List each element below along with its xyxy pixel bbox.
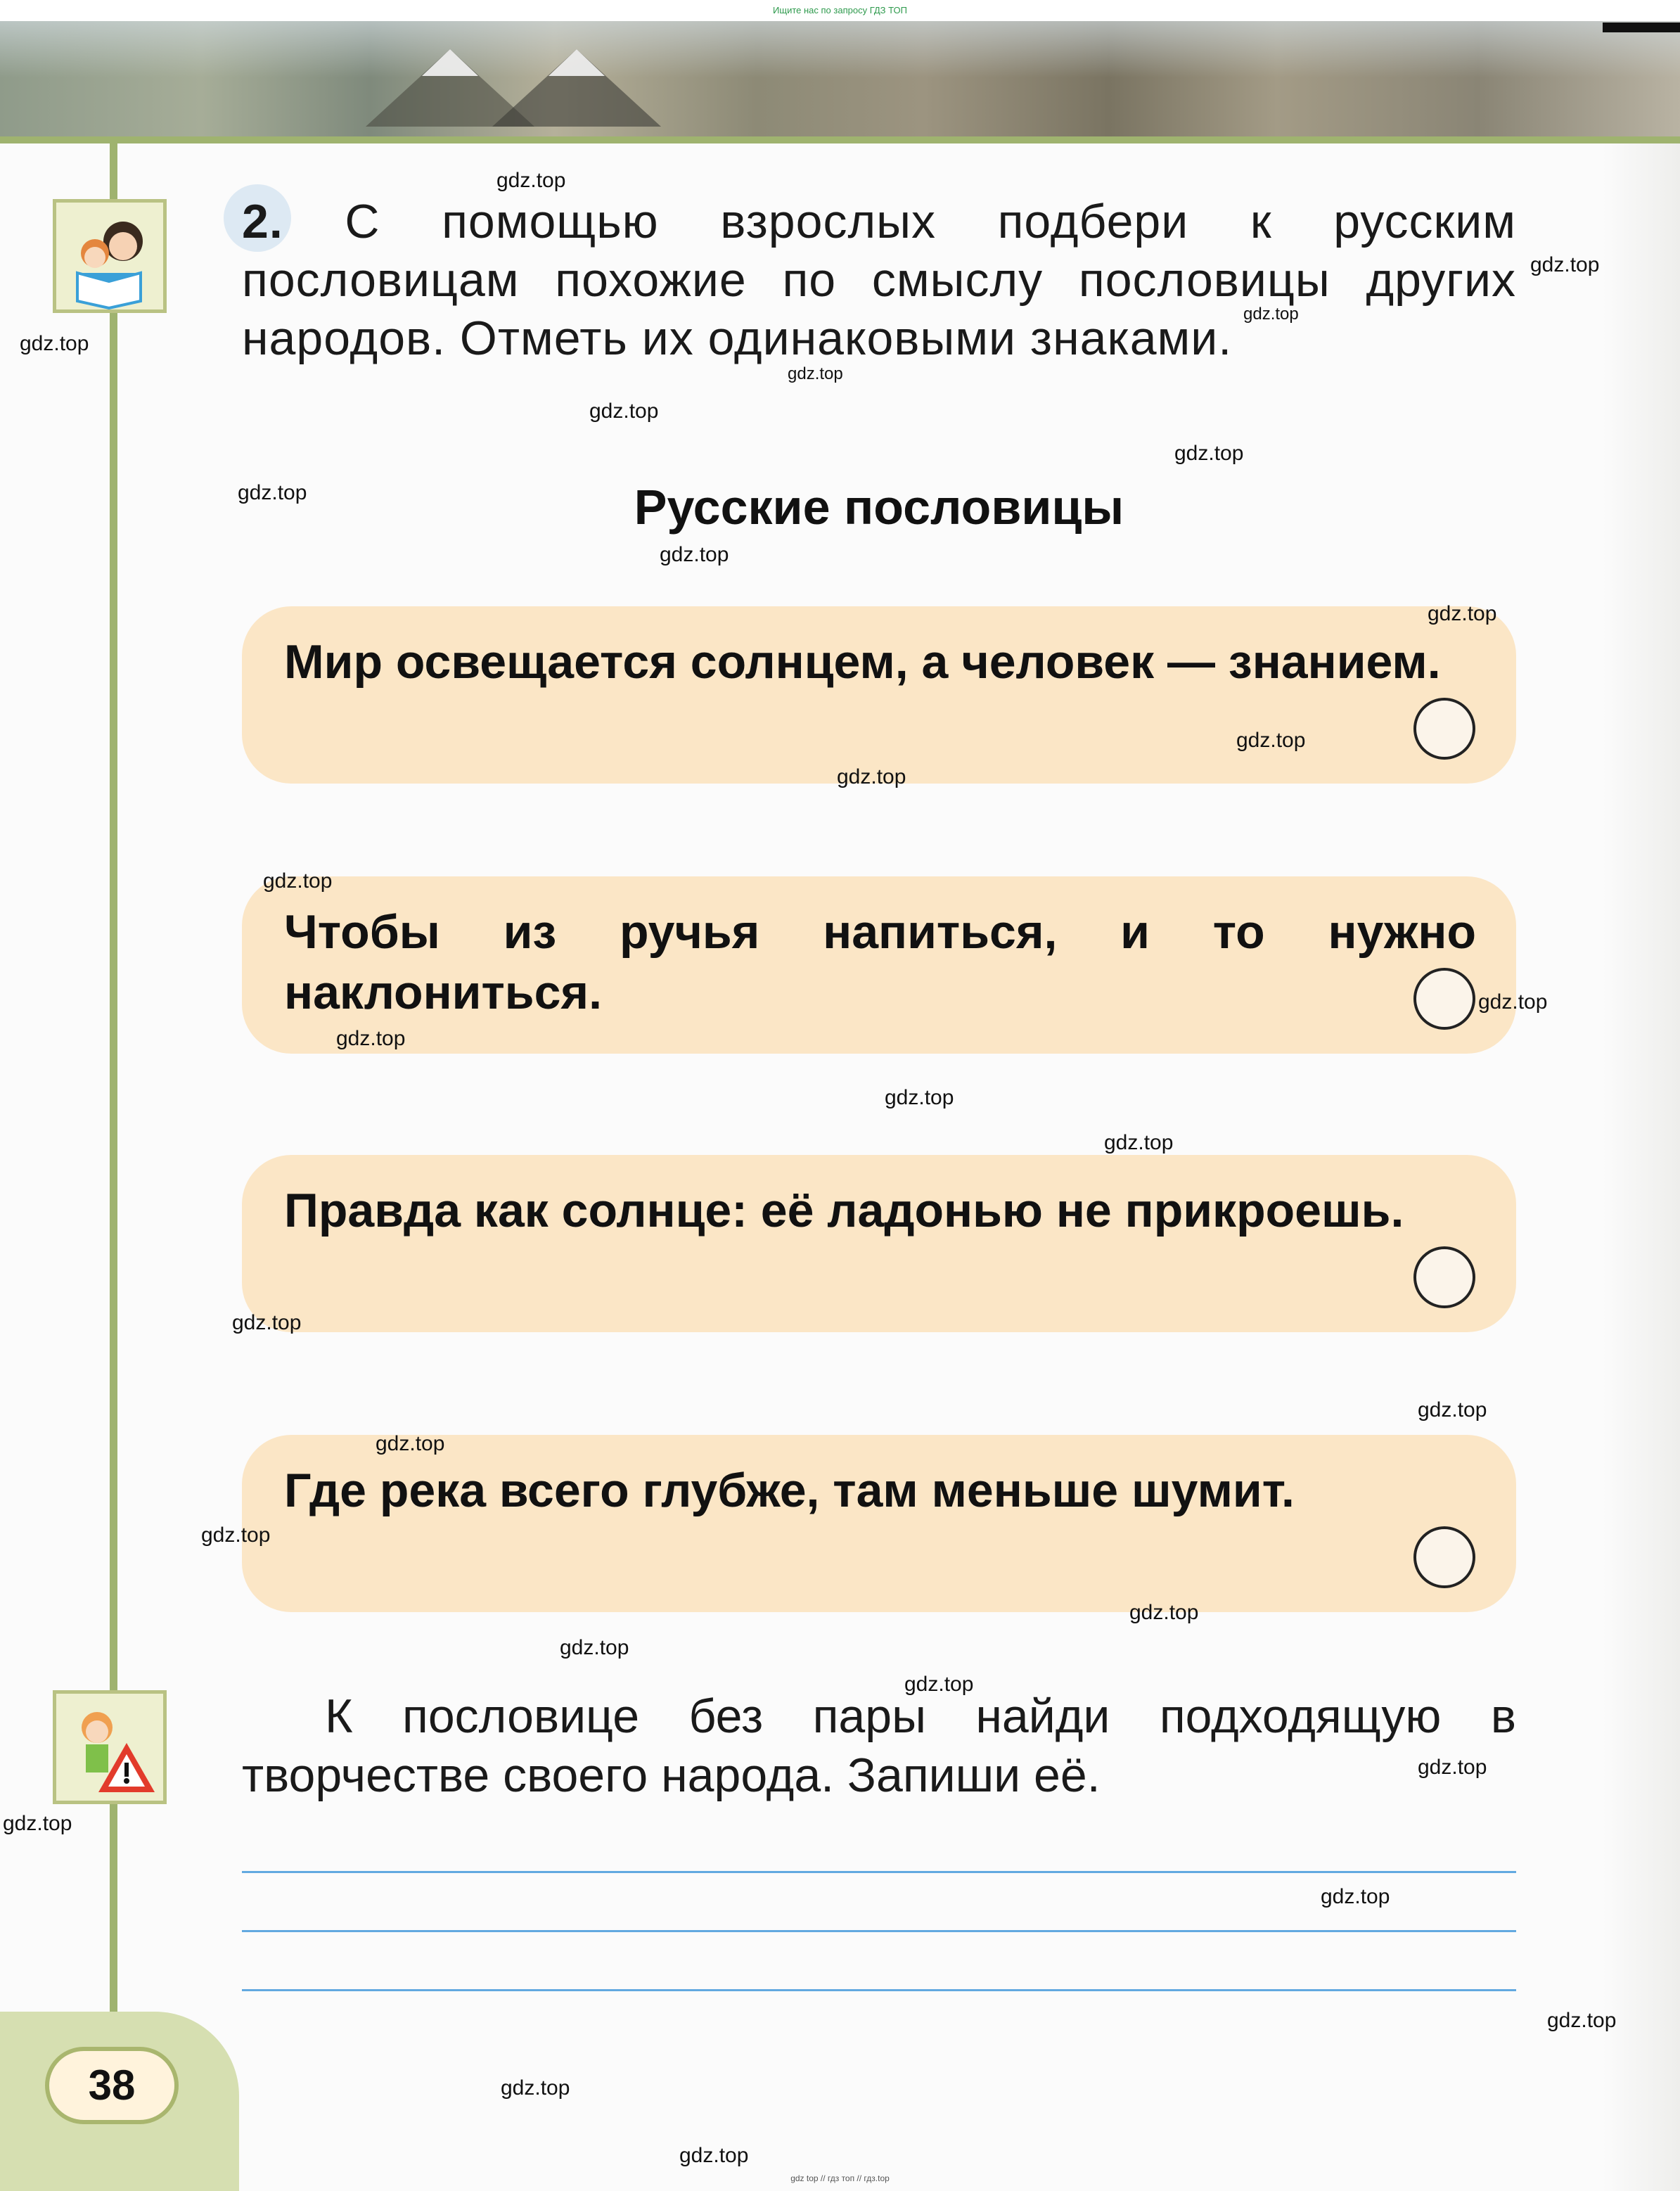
page-edge-shadow (1603, 143, 1680, 2191)
watermark: gdz.top (679, 2144, 749, 2167)
watermark: gdz.top (232, 1311, 302, 1334)
watermark: gdz.top (3, 1812, 72, 1835)
proverb-text: Где река всего глубже, там меньше шумит. (284, 1464, 1295, 1517)
writing-line[interactable] (242, 1930, 1516, 1932)
watermark: gdz.top (885, 1086, 954, 1109)
watermark: gdz.top (788, 364, 843, 383)
proverb-card-2 (242, 876, 1516, 1054)
watermark: gdz.top (1478, 990, 1548, 1014)
watermark: gdz.top (1418, 1756, 1487, 1779)
task-instruction (242, 193, 1516, 368)
task-instruction-text: С помощью взрослых подбери к русским пословицам похожие по смыслу пословицы других народов. Отметь их одинаковыми знаками. (242, 195, 1516, 365)
header-banner-photo (0, 21, 1680, 143)
watermark: gdz.top (560, 1636, 629, 1659)
watermark: gdz.top (201, 1524, 271, 1547)
top-search-note: Ищите нас по запросу ГДЗ ТОП (0, 0, 1680, 21)
watermark: gdz.top (263, 869, 333, 893)
watermark: gdz.top (1243, 305, 1299, 324)
watermark: gdz.top (1547, 2009, 1617, 2032)
watermark: gdz.top (238, 481, 307, 504)
watermark: gdz.top (336, 1027, 406, 1050)
match-mark-circle[interactable] (1413, 1246, 1475, 1308)
watermark: gdz.top (904, 1673, 974, 1696)
watermark: gdz.top (1129, 1601, 1199, 1624)
bottom-source-note: gdz top // гдз топ // гдз.top (790, 2173, 890, 2183)
extra-task-text: К пословице без пары найди подходящую в творчестве своего народа. Запиши её. (242, 1689, 1516, 1802)
watermark: gdz.top (376, 1432, 445, 1455)
watermark: gdz.top (1236, 729, 1306, 752)
watermark: gdz.top (1321, 1885, 1390, 1908)
proverb-card-1 (242, 606, 1516, 784)
match-mark-circle[interactable] (1413, 698, 1475, 760)
watermark: gdz.top (1418, 1398, 1487, 1422)
proverb-text: Правда как солнце: её ладонью не прикроешь. (284, 1184, 1404, 1237)
watermark: gdz.top (837, 765, 906, 788)
watermark: gdz.top (660, 543, 729, 566)
watermark: gdz.top (1530, 253, 1600, 276)
proverbs-heading: Русские пословицы (634, 480, 1124, 535)
reading-with-adult-icon (53, 199, 167, 313)
watermark: gdz.top (1428, 602, 1497, 625)
proverb-card-3 (242, 1155, 1516, 1332)
page-number: 38 (45, 2047, 179, 2124)
proverb-text: Мир освещается солнцем, а человек — знанием. (284, 635, 1441, 689)
margin-rule (110, 143, 117, 2106)
match-mark-circle[interactable] (1413, 968, 1475, 1030)
watermark: gdz.top (589, 400, 659, 423)
watermark: gdz.top (496, 169, 566, 192)
watermark: gdz.top (1104, 1131, 1174, 1154)
watermark: gdz.top (1174, 442, 1244, 465)
match-mark-circle[interactable] (1413, 1526, 1475, 1588)
warning-girl-icon (53, 1690, 167, 1804)
watermark: gdz.top (20, 332, 89, 355)
proverb-card-4 (242, 1435, 1516, 1612)
watermark: gdz.top (501, 2076, 570, 2100)
proverb-text: Чтобы из ручья напиться, и то нужно наклониться. (284, 905, 1476, 1019)
writing-line[interactable] (242, 1989, 1516, 1991)
task-number: 2. (242, 195, 283, 248)
writing-line[interactable] (242, 1871, 1516, 1873)
